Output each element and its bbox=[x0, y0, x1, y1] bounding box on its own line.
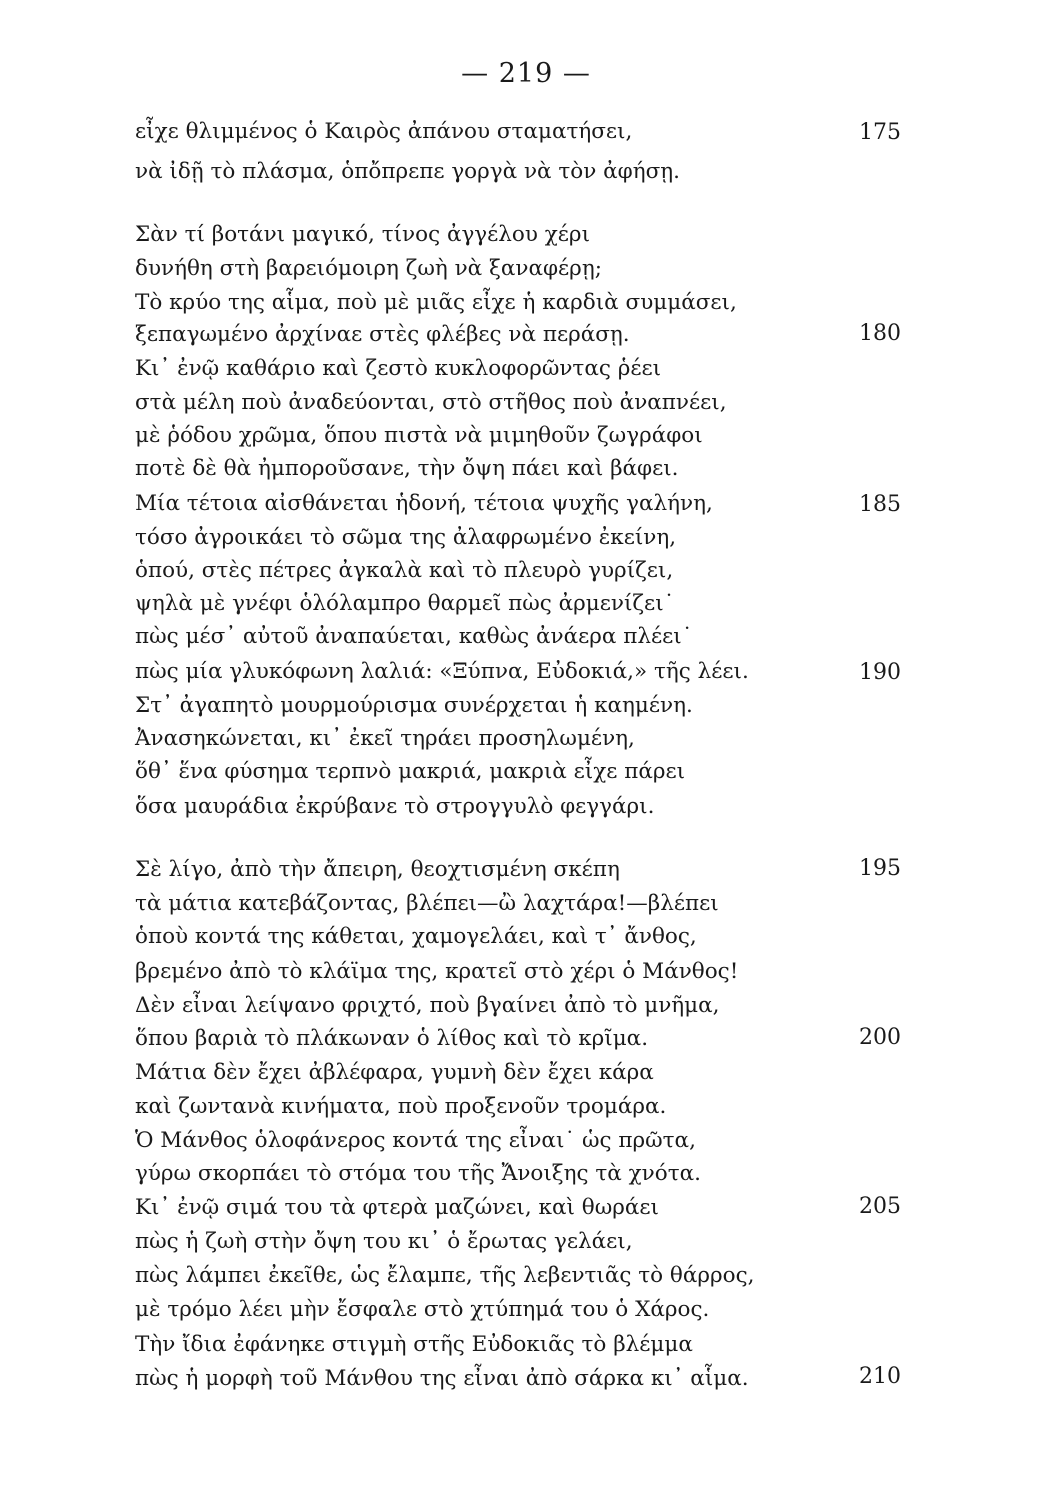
verse-line: ξεπαγωμένο ἀρχίναε στὲς φλέβες νὰ περάσῃ. bbox=[135, 322, 630, 347]
verse-line: ποτὲ δὲ θὰ ἠμποροῦσανε, τὴν ὄψη πάει καὶ βάφει. bbox=[135, 456, 679, 481]
line-number: 175 bbox=[859, 120, 901, 145]
verse-line: εἶχε θλιμμένος ὁ Καιρὸς ἀπάνου σταματήσει, bbox=[135, 119, 633, 144]
verse-line: Κι᾽ ἐνῷ καθάριο καὶ ζεστὸ κυκλοφορῶντας ῥέει bbox=[135, 356, 662, 381]
verse-line: πὼς ἡ μορφὴ τοῦ Μάνθου της εἶναι ἀπὸ σάρκα κι᾽ αἷμα. bbox=[135, 1366, 749, 1391]
verse-line: Μάτια δὲν ἔχει ἀβλέφαρα, γυμνὴ δὲν ἔχει κάρα bbox=[135, 1060, 654, 1085]
verse-line: ψηλὰ μὲ γνέφι ὁλόλαμπρο θαρμεῖ πὼς ἀρμενίζει˙ bbox=[135, 591, 675, 616]
verse-line: μὲ τρόμο λέει μὴν ἔσφαλε στὸ χτύπημά του ὁ Χάρος. bbox=[135, 1297, 710, 1322]
line-number: 180 bbox=[859, 321, 901, 346]
verse-line: πὼς μία γλυκόφωνη λαλιά: «Ξύπνα, Εὐδοκιά,» τῆς λέει. bbox=[135, 659, 749, 684]
verse-line: ὅπου βαριὰ τὸ πλάκωναν ὁ λίθος καὶ τὸ κρῖμα. bbox=[135, 1026, 649, 1051]
line-number: 200 bbox=[859, 1025, 901, 1050]
verse-line: Σὰν τί βοτάνι μαγικό, τίνος ἀγγέλου χέρι bbox=[135, 222, 591, 247]
verse-line: Μία τέτοια αἰσθάνεται ἡδονή, τέτοια ψυχῆς γαλήνη, bbox=[135, 491, 713, 516]
verse-line: Τὴν ἴδια ἐφάνηκε στιγμὴ στῆς Εὐδοκιᾶς τὸ βλέμμα bbox=[135, 1332, 693, 1357]
verse-line: πὼς λάμπει ἐκεῖθε, ὡς ἔλαμπε, τῆς λεβεντιᾶς τὸ θάρρος, bbox=[135, 1263, 755, 1288]
verse-line: ὅθ᾽ ἕνα φύσημα τερπνὸ μακριά, μακριὰ εἶχε πάρει bbox=[135, 759, 686, 784]
verse-line: ὁπού, στὲς πέτρες ἀγκαλὰ καὶ τὸ πλευρὸ γυρίζει, bbox=[135, 558, 674, 583]
verse-line: γύρω σκορπάει τὸ στόμα του τῆς Ἄνοιξης τὰ χνότα. bbox=[135, 1161, 701, 1186]
verse-line: Στ᾽ ἀγαπητὸ μουρμούρισμα συνέρχεται ἡ καημένη. bbox=[135, 693, 693, 718]
line-number: 190 bbox=[859, 660, 901, 685]
verse-line: Ἀνασηκώνεται, κι᾽ ἐκεῖ τηράει προσηλωμένη, bbox=[135, 726, 635, 751]
verse-line: στὰ μέλη ποὺ ἀναδεύονται, στὸ στῆθος ποὺ ἀναπνέει, bbox=[135, 390, 727, 415]
line-number: 185 bbox=[859, 492, 901, 517]
verse-line: ὁποὺ κοντά της κάθεται, χαμογελάει, καὶ τ᾽ ἄνθος, bbox=[135, 924, 697, 949]
line-number: 195 bbox=[859, 856, 901, 881]
verse-line: βρεμένο ἀπὸ τὸ κλάϊμα της, κρατεῖ στὸ χέρι ὁ Μάνθος! bbox=[135, 959, 739, 984]
verse-line: τὰ μάτια κατεβάζοντας, βλέπει—ὢ λαχτάρα!—βλέπει bbox=[135, 891, 719, 916]
verse-line: καὶ ζωντανὰ κινήματα, ποὺ προξενοῦν τρομάρα. bbox=[135, 1094, 667, 1119]
verse-line: πὼς ἡ ζωὴ στὴν ὄψη του κι᾽ ὁ ἔρωτας γελάει, bbox=[135, 1229, 633, 1254]
verse-line: τόσο ἀγροικάει τὸ σῶμα της ἀλαφρωμένο ἐκείνη, bbox=[135, 525, 677, 550]
verse-line: Κι᾽ ἐνῷ σιμά του τὰ φτερὰ μαζώνει, καὶ θωράει bbox=[135, 1195, 659, 1220]
page-number: — 219 — bbox=[461, 58, 591, 89]
verse-line: δυνήθη στὴ βαρειόμοιρη ζωὴ νὰ ξαναφέρῃ; bbox=[135, 256, 602, 281]
verse-line: Ὁ Μάνθος ὁλοφάνερος κοντά της εἶναι˙ ὡς πρῶτα, bbox=[135, 1128, 696, 1153]
verse-line: πὼς μέσ᾽ αὐτοῦ ἀναπαύεται, καθὼς ἀνάερα πλέει˙ bbox=[135, 624, 693, 649]
line-number: 205 bbox=[859, 1194, 901, 1219]
verse-line: Σὲ λίγο, ἀπὸ τὴν ἄπειρη, θεοχτισμένη σκέπη bbox=[135, 857, 620, 882]
verse-line: νὰ ἰδῇ τὸ πλάσμα, ὁπὄπρεπε γοργὰ νὰ τὸν ἀφήσῃ. bbox=[135, 159, 680, 184]
line-number: 210 bbox=[859, 1364, 901, 1389]
verse-line: Δὲν εἶναι λείψανο φριχτό, ποὺ βγαίνει ἀπὸ τὸ μνῆμα, bbox=[135, 993, 720, 1018]
verse-line: ὅσα μαυράδια ἐκρύβανε τὸ στρογγυλὸ φεγγάρι. bbox=[135, 794, 655, 819]
verse-line: μὲ ῥόδου χρῶμα, ὅπου πιστὰ νὰ μιμηθοῦν ζωγράφοι bbox=[135, 423, 703, 448]
verse-line: Τὸ κρύο της αἷμα, ποὺ μὲ μιᾶς εἶχε ἡ καρδιὰ συμμάσει, bbox=[135, 290, 737, 315]
